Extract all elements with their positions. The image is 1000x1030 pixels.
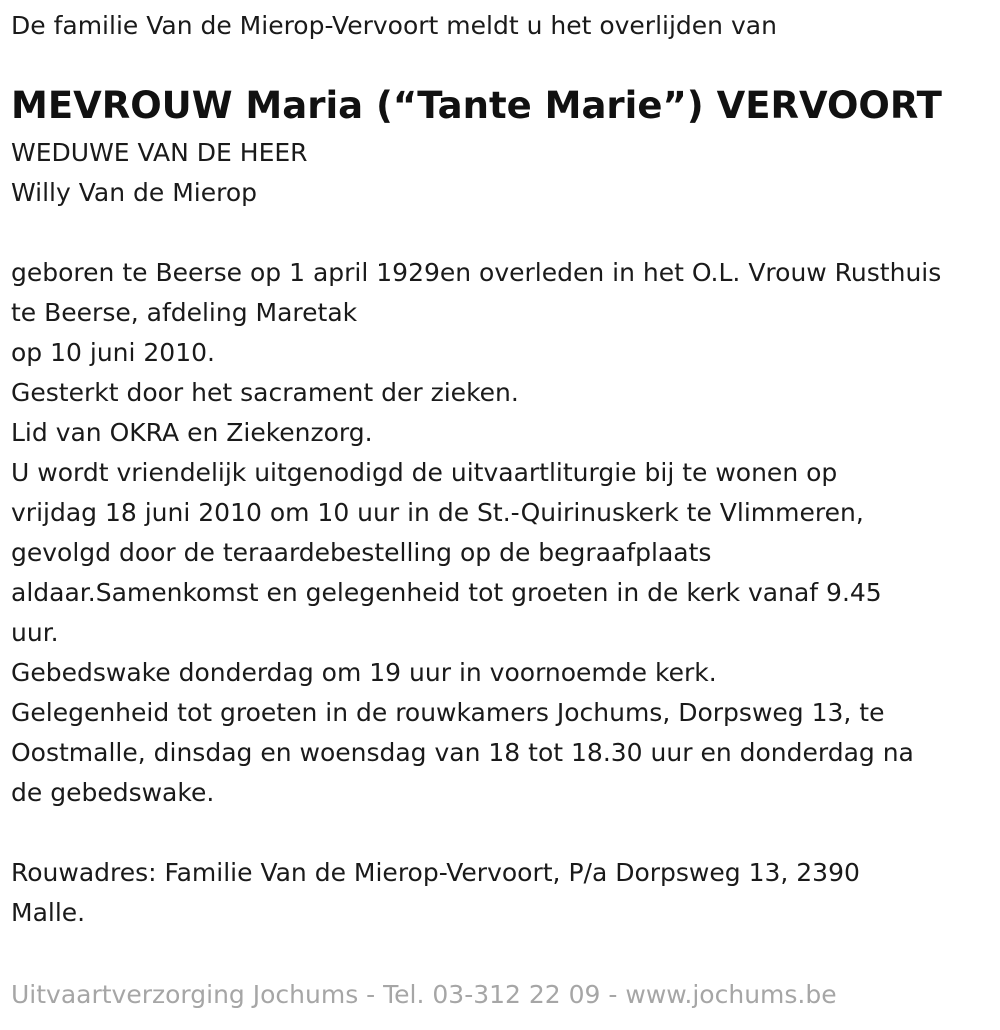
widow-of-label: WEDUWE VAN DE HEER <box>11 138 308 167</box>
body-line: te Beerse, afdeling Maretak <box>11 298 358 327</box>
body-line: op 10 juni 2010. <box>11 338 215 367</box>
body-line: U wordt vriendelijk uitgenodigd de uitvaartliturgie bij te wonen op <box>11 458 838 487</box>
body-line: Gesterkt door het sacrament der zieken. <box>11 378 519 407</box>
intro-text: De familie Van de Mierop-Vervoort meldt u het overlijden van <box>11 11 777 40</box>
body-line: Gebedswake donderdag om 19 uur in voornoemde kerk. <box>11 658 717 687</box>
deceased-name: MEVROUW Maria (“Tante Marie”) VERVOORT <box>11 84 942 127</box>
body-line: Lid van OKRA en Ziekenzorg. <box>11 418 373 447</box>
obituary-body <box>11 253 996 813</box>
body-line: vrijdag 18 juni 2010 om 10 uur in de St.-Quirinuskerk te Vlimmeren, <box>11 498 864 527</box>
body-line: Gelegenheid tot groeten in de rouwkamers Jochums, Dorpsweg 13, te <box>11 698 885 727</box>
body-line: uur. <box>11 618 59 647</box>
mourning-address <box>11 853 860 933</box>
address-line: Malle. <box>11 898 86 927</box>
body-line: de gebedswake. <box>11 778 215 807</box>
address-line: Rouwadres: Familie Van de Mierop-Vervoort, P/a Dorpsweg 13, 2390 <box>11 858 860 887</box>
body-line: Oostmalle, dinsdag en woensdag van 18 tot 18.30 uur en donderdag na <box>11 738 914 767</box>
funeral-director-footer: Uitvaartverzorging Jochums - Tel. 03-312 22 09 - www.jochums.be <box>11 980 837 1009</box>
spouse-name: Willy Van de Mierop <box>11 178 258 207</box>
body-line: geboren te Beerse op 1 april 1929en overleden in het O.L. Vrouw Rusthuis <box>11 258 942 287</box>
body-line: gevolgd door de teraardebestelling op de begraafplaats <box>11 538 712 567</box>
body-line: aldaar.Samenkomst en gelegenheid tot groeten in de kerk vanaf 9.45 <box>11 578 882 607</box>
